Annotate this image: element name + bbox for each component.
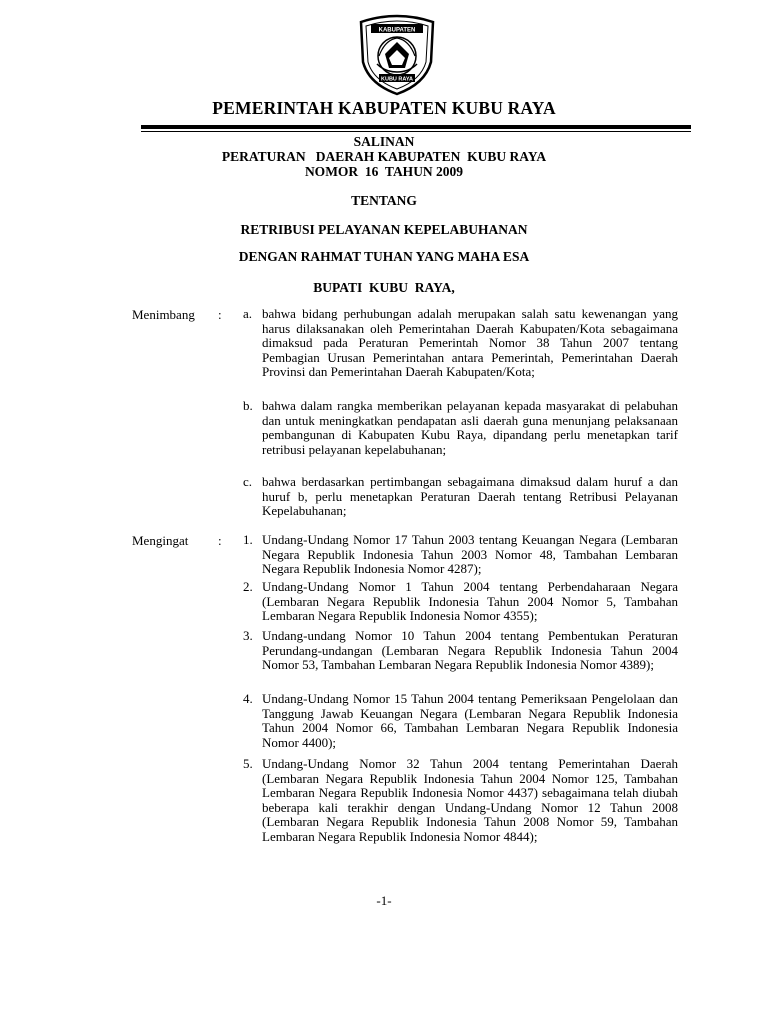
item-text: bahwa berdasarkan pertimbangan sebagaimana dimaksud dalam huruf a dan huruf b, perlu menetapkan Peraturan Daerah tentang Retribusi Pelayanan Kepelabuhanan; — [262, 474, 678, 519]
regulation-title: PERATURAN DAERAH KABUPATEN KUBU RAYA — [221, 149, 547, 164]
mengingat-label: Mengingat — [132, 533, 189, 548]
menimbang-item-a — [243, 307, 678, 380]
regent-line: BUPATI KUBU RAYA, — [313, 280, 455, 295]
menimbang-colon: : — [218, 307, 222, 322]
mengingat-colon: : — [218, 533, 222, 548]
about-label: TENTANG — [351, 193, 417, 208]
item-text: Undang-Undang Nomor 1 Tahun 2004 tentang Perbendaharaan Negara (Lembaran Negara Republik Indonesia Tahun 2004 Nomor 5, Tambahan Lembaran Negara Republik Indonesia Nomor 4355); — [262, 579, 678, 624]
copy-label: SALINAN — [353, 134, 415, 149]
blessing-line: DENGAN RAHMAT TUHAN YANG MAHA ESA — [238, 249, 530, 264]
item-marker: 3. — [243, 628, 253, 643]
item-marker: c. — [243, 474, 253, 489]
item-text: Undang-Undang Nomor 15 Tahun 2004 tentang Pemeriksaan Pengelolaan dan Tanggung Jawab Keuangan Negara (Lembaran Negara Republik Indonesia Tahun 2004 Nomor 66, Tambahan Lembaran Negara Republik Indonesia Nomor 4400); — [262, 691, 678, 750]
mengingat-item-1 — [243, 533, 678, 577]
item-marker: 5. — [243, 756, 253, 771]
government-header-title: PEMERINTAH KABUPATEN KUBU RAYA — [212, 98, 556, 118]
mengingat-item-2 — [243, 580, 678, 624]
svg-text:KABUPATEN: KABUPATEN — [378, 27, 416, 34]
regulation-number: NOMOR 16 TAHUN 2009 — [304, 164, 464, 179]
item-text: Undang-undang Nomor 10 Tahun 2004 tentang Pembentukan Peraturan Perundang-undangan (Lembaran Negara Republik Indonesia Tahun 2004 Nomor 53, Tambahan Lembaran Negara Republik Indonesia Nomor 4389); — [262, 628, 678, 673]
page-number: -1- — [376, 893, 392, 908]
item-text: bahwa bidang perhubungan adalah merupakan salah satu kewenangan yang harus dilaksanakan oleh Pemerintahan Daerah Kabupaten/Kota sebagaimana dimaksud pada Peraturan Pemerintah Nomor 38 Tahun 2007 tentang Pembagian Urusan Pemerintahan antara Pemerintah, Pemerintahan Daerah Provinsi dan Pemerintahan Daerah Kabupaten/Kota; — [262, 306, 678, 380]
item-marker: b. — [243, 398, 253, 413]
item-text: Undang-Undang Nomor 32 Tahun 2004 tentang Pemerintahan Daerah (Lembaran Negara Republik Indonesia Tahun 2004 Nomor 125, Tambahan Lembaran Negara Republik Indonesia Nomor 4437) sebagaimana telah diubah beberapa kali terakhir dengan Undang-Undang Nomor 12 Tahun 2008 (Lembaran Negara Republik Indonesia Tahun 2008 Nomor 59, Tambahan Lembaran Negara Republik Indonesia Nomor 4844); — [262, 756, 678, 844]
item-marker: a. — [243, 306, 253, 321]
mengingat-item-5 — [243, 757, 678, 845]
header-thick-rule — [141, 125, 691, 129]
menimbang-item-c — [243, 475, 678, 519]
item-marker: 4. — [243, 691, 253, 706]
item-text: Undang-Undang Nomor 17 Tahun 2003 tentang Keuangan Negara (Lembaran Negara Republik Indonesia Tahun 2003 Nomor 48, Tambahan Lembaran Negara Republik Indonesia Nomor 4287); — [262, 532, 678, 577]
regulation-subject: RETRIBUSI PELAYANAN KEPELABUHANAN — [240, 222, 528, 237]
menimbang-label: Menimbang — [132, 307, 195, 322]
kabupaten-emblem-logo — [355, 12, 439, 96]
mengingat-item-3 — [243, 629, 678, 673]
item-marker: 1. — [243, 532, 253, 547]
menimbang-item-b — [243, 399, 678, 457]
header-thin-rule — [141, 131, 691, 132]
mengingat-item-4 — [243, 692, 678, 750]
item-marker: 2. — [243, 579, 253, 594]
svg-text:KUBU RAYA: KUBU RAYA — [381, 76, 413, 83]
item-text: bahwa dalam rangka memberikan pelayanan kepada masyarakat di pelabuhan dan untuk meningkatkan pendapatan asli daerah guna menunjang pelaksanaan pembangunan di Kabupaten Kubu Raya, dipandang perlu menetapkan tarif retribusi pelayanan kepelabuhanan; — [262, 398, 678, 457]
